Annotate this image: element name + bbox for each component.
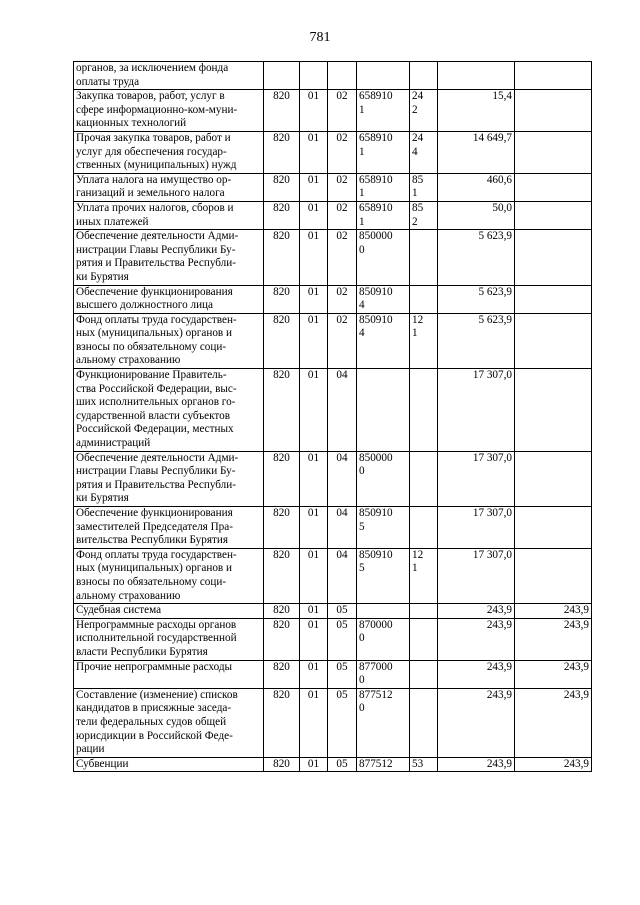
- table-row: [74, 604, 592, 619]
- amount-cell: 17 307,0: [438, 548, 515, 603]
- expense-name-cell: Обеспечение функционирования заместителей Председателя Пра- вительства Республики Бурятия: [74, 507, 264, 549]
- department-code-cell: 820: [264, 451, 300, 506]
- table-row: [74, 313, 592, 368]
- table-row: [74, 660, 592, 688]
- section-code-cell: 01: [300, 369, 328, 452]
- table-row: [74, 757, 592, 772]
- amount-cell: 243,9: [438, 618, 515, 660]
- amount-delegated-cell: 243,9: [515, 688, 592, 757]
- amount-cell: [438, 62, 515, 90]
- table-row: [74, 201, 592, 229]
- expense-type-code-cell: [410, 604, 438, 619]
- amount-cell: 460,6: [438, 173, 515, 201]
- expense-name-cell: Уплата налога на имущество ор- ганизаций и земельного налога: [74, 173, 264, 201]
- section-code-cell: 01: [300, 285, 328, 313]
- section-code-cell: 01: [300, 313, 328, 368]
- target-article-code-cell: [357, 62, 410, 90]
- target-article-code-cell: 877512: [357, 757, 410, 772]
- expense-name-cell: Обеспечение деятельности Адми- нистрации Главы Республики Бу- рятия и Правительства Республи- ки Бурятия: [74, 230, 264, 285]
- target-article-code-cell: [357, 604, 410, 619]
- subsection-code-cell: 02: [328, 285, 357, 313]
- expense-type-code-cell: 85 1: [410, 173, 438, 201]
- expense-type-code-cell: [410, 451, 438, 506]
- amount-delegated-cell: [515, 230, 592, 285]
- target-article-code-cell: 658910 1: [357, 90, 410, 132]
- table-row: [74, 548, 592, 603]
- table-row: [74, 131, 592, 173]
- expense-name-cell: Непрограммные расходы органов исполнительной государственной власти Республики Бурятия: [74, 618, 264, 660]
- section-code-cell: 01: [300, 131, 328, 173]
- expense-type-code-cell: [410, 688, 438, 757]
- expense-name-cell: Фонд оплаты труда государствен- ных (муниципальных) органов и взносы по обязательному соци- альному страхованию: [74, 313, 264, 368]
- amount-delegated-cell: [515, 313, 592, 368]
- expense-name-cell: Обеспечение деятельности Адми- нистрации Главы Республики Бу- рятия и Правительства Республи- ки Бурятия: [74, 451, 264, 506]
- amount-delegated-cell: [515, 369, 592, 452]
- section-code-cell: 01: [300, 660, 328, 688]
- table-row: [74, 369, 592, 452]
- section-code-cell: 01: [300, 618, 328, 660]
- target-article-code-cell: 658910 1: [357, 131, 410, 173]
- amount-cell: 5 623,9: [438, 230, 515, 285]
- amount-cell: 243,9: [438, 604, 515, 619]
- amount-delegated-cell: [515, 90, 592, 132]
- amount-delegated-cell: [515, 131, 592, 173]
- section-code-cell: 01: [300, 173, 328, 201]
- section-code-cell: 01: [300, 757, 328, 772]
- expense-type-code-cell: 12 1: [410, 313, 438, 368]
- section-code-cell: 01: [300, 230, 328, 285]
- amount-cell: 243,9: [438, 660, 515, 688]
- expense-type-code-cell: 24 2: [410, 90, 438, 132]
- department-code-cell: [264, 62, 300, 90]
- target-article-code-cell: 850000 0: [357, 451, 410, 506]
- section-code-cell: 01: [300, 507, 328, 549]
- amount-cell: 15,4: [438, 90, 515, 132]
- department-code-cell: 820: [264, 230, 300, 285]
- target-article-code-cell: 658910 1: [357, 201, 410, 229]
- amount-delegated-cell: [515, 62, 592, 90]
- amount-delegated-cell: 243,9: [515, 618, 592, 660]
- target-article-code-cell: 850910 4: [357, 285, 410, 313]
- expense-type-code-cell: [410, 507, 438, 549]
- table-row: [74, 285, 592, 313]
- table-body: [74, 62, 592, 772]
- target-article-code-cell: [357, 369, 410, 452]
- section-code-cell: 01: [300, 90, 328, 132]
- target-article-code-cell: 850910 4: [357, 313, 410, 368]
- expense-type-code-cell: [410, 285, 438, 313]
- amount-cell: 17 307,0: [438, 507, 515, 549]
- subsection-code-cell: [328, 62, 357, 90]
- department-code-cell: 820: [264, 548, 300, 603]
- subsection-code-cell: 02: [328, 201, 357, 229]
- expense-name-cell: Судебная система: [74, 604, 264, 619]
- table-row: [74, 688, 592, 757]
- amount-delegated-cell: [515, 201, 592, 229]
- expense-name-cell: Закупка товаров, работ, услуг в сфере информационно-ком-муни- кационных технологий: [74, 90, 264, 132]
- department-code-cell: 820: [264, 618, 300, 660]
- expense-type-code-cell: 12 1: [410, 548, 438, 603]
- section-code-cell: 01: [300, 688, 328, 757]
- department-code-cell: 820: [264, 507, 300, 549]
- amount-delegated-cell: [515, 548, 592, 603]
- expense-type-code-cell: 53: [410, 757, 438, 772]
- expense-name-cell: Прочая закупка товаров, работ и услуг для обеспечения государ- ственных (муниципальных) нужд: [74, 131, 264, 173]
- amount-delegated-cell: 243,9: [515, 660, 592, 688]
- subsection-code-cell: 05: [328, 660, 357, 688]
- subsection-code-cell: 04: [328, 369, 357, 452]
- expense-type-code-cell: 85 2: [410, 201, 438, 229]
- target-article-code-cell: 877000 0: [357, 660, 410, 688]
- department-code-cell: 820: [264, 313, 300, 368]
- department-code-cell: 820: [264, 757, 300, 772]
- amount-delegated-cell: [515, 507, 592, 549]
- page-number: 781: [309, 30, 331, 45]
- amount-cell: 243,9: [438, 757, 515, 772]
- department-code-cell: 820: [264, 688, 300, 757]
- amount-cell: 243,9: [438, 688, 515, 757]
- subsection-code-cell: 04: [328, 548, 357, 603]
- amount-delegated-cell: 243,9: [515, 604, 592, 619]
- expense-name-cell: Составление (изменение) списков кандидатов в присяжные заседа- тели федеральных судов общей юрисдикции в Российской Феде- рации: [74, 688, 264, 757]
- subsection-code-cell: 02: [328, 90, 357, 132]
- target-article-code-cell: 850910 5: [357, 548, 410, 603]
- subsection-code-cell: 02: [328, 131, 357, 173]
- expense-name-cell: Субвенции: [74, 757, 264, 772]
- subsection-code-cell: 05: [328, 757, 357, 772]
- table-row: [74, 62, 592, 90]
- subsection-code-cell: 05: [328, 604, 357, 619]
- section-code-cell: 01: [300, 201, 328, 229]
- amount-cell: 50,0: [438, 201, 515, 229]
- department-code-cell: 820: [264, 285, 300, 313]
- department-code-cell: 820: [264, 369, 300, 452]
- subsection-code-cell: 04: [328, 507, 357, 549]
- expense-name-cell: органов, за исключением фонда оплаты труда: [74, 62, 264, 90]
- department-code-cell: 820: [264, 90, 300, 132]
- amount-cell: 14 649,7: [438, 131, 515, 173]
- expense-type-code-cell: [410, 230, 438, 285]
- target-article-code-cell: 850000 0: [357, 230, 410, 285]
- subsection-code-cell: 02: [328, 313, 357, 368]
- subsection-code-cell: 02: [328, 173, 357, 201]
- amount-cell: 5 623,9: [438, 313, 515, 368]
- expense-name-cell: Фонд оплаты труда государствен- ных (муниципальных) органов и взносы по обязательному соци- альному страхованию: [74, 548, 264, 603]
- amount-delegated-cell: [515, 285, 592, 313]
- amount-cell: 17 307,0: [438, 369, 515, 452]
- table-row: [74, 173, 592, 201]
- section-code-cell: 01: [300, 604, 328, 619]
- expense-name-cell: Прочие непрограммные расходы: [74, 660, 264, 688]
- subsection-code-cell: 02: [328, 230, 357, 285]
- amount-cell: 5 623,9: [438, 285, 515, 313]
- table-row: [74, 618, 592, 660]
- target-article-code-cell: 877512 0: [357, 688, 410, 757]
- amount-delegated-cell: 243,9: [515, 757, 592, 772]
- department-code-cell: 820: [264, 660, 300, 688]
- subsection-code-cell: 05: [328, 688, 357, 757]
- amount-cell: 17 307,0: [438, 451, 515, 506]
- table-row: [74, 451, 592, 506]
- section-code-cell: [300, 62, 328, 90]
- section-code-cell: 01: [300, 451, 328, 506]
- target-article-code-cell: 850910 5: [357, 507, 410, 549]
- table-row: [74, 90, 592, 132]
- amount-delegated-cell: [515, 451, 592, 506]
- expense-type-code-cell: [410, 369, 438, 452]
- target-article-code-cell: 658910 1: [357, 173, 410, 201]
- budget-table: [73, 61, 592, 772]
- amount-delegated-cell: [515, 173, 592, 201]
- target-article-code-cell: 870000 0: [357, 618, 410, 660]
- department-code-cell: 820: [264, 604, 300, 619]
- department-code-cell: 820: [264, 201, 300, 229]
- table-row: [74, 507, 592, 549]
- expense-name-cell: Функционирование Правитель- ства Российской Федерации, выс- ших исполнительных органов го- сударственной власти субъектов Российской Федерации, местных администраций: [74, 369, 264, 452]
- expense-name-cell: Обеспечение функционирования высшего должностного лица: [74, 285, 264, 313]
- department-code-cell: 820: [264, 131, 300, 173]
- expense-name-cell: Уплата прочих налогов, сборов и иных платежей: [74, 201, 264, 229]
- department-code-cell: 820: [264, 173, 300, 201]
- subsection-code-cell: 04: [328, 451, 357, 506]
- table-row: [74, 230, 592, 285]
- subsection-code-cell: 05: [328, 618, 357, 660]
- expense-type-code-cell: [410, 618, 438, 660]
- expense-type-code-cell: [410, 62, 438, 90]
- expense-type-code-cell: [410, 660, 438, 688]
- expense-type-code-cell: 24 4: [410, 131, 438, 173]
- section-code-cell: 01: [300, 548, 328, 603]
